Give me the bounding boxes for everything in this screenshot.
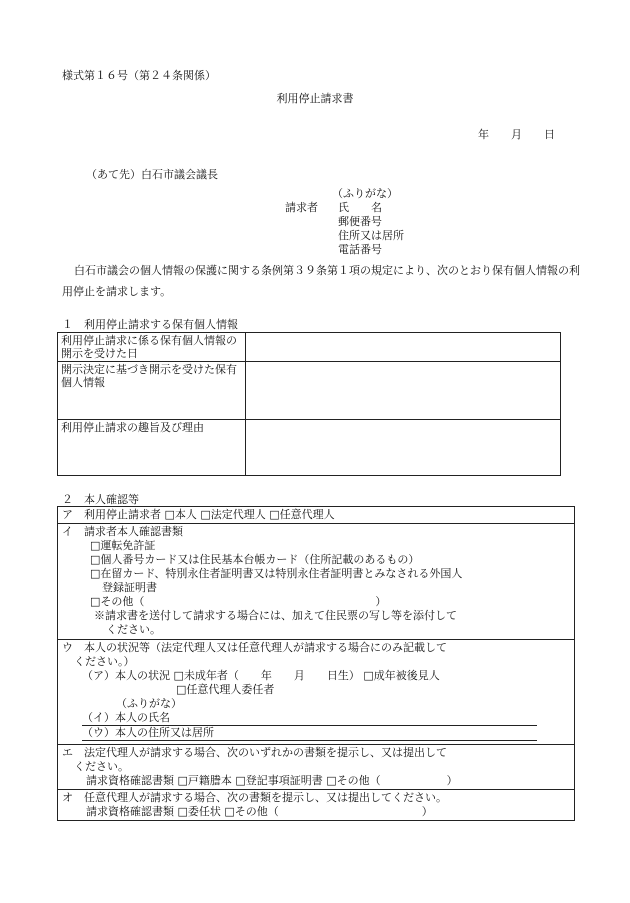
principal-status-title-cont: ください。） bbox=[74, 655, 135, 668]
legal-agent-docs-title: エ 法定代理人が請求する場合、次のいずれかの書類を提示し、又は提出して bbox=[62, 746, 447, 759]
principal-name-label: （イ）本人の氏名 bbox=[82, 711, 537, 726]
table-row bbox=[58, 333, 561, 362]
principal-status-options-cont[interactable]: □任意代理人委任者 bbox=[176, 683, 275, 696]
principal-status-options[interactable]: （ア）本人の状況 □未成年者（ 年 月 日生） □成年被後見人 bbox=[82, 669, 440, 682]
principal-furigana-label: （ふりがな） bbox=[116, 697, 182, 710]
intro-paragraph: 白石市議会の個人情報の保護に関する条例第３９条第１項の規定により、次のとおり保有個人情報の利用停止を請求します。 bbox=[62, 264, 580, 298]
voluntary-agent-docs-title: オ 任意代理人が請求する場合、次の書類を提示し、又は提出してください。 bbox=[62, 791, 447, 804]
table-row bbox=[58, 420, 561, 476]
table-row bbox=[58, 362, 561, 420]
id-doc-note-cont: ください。 bbox=[106, 623, 161, 636]
requester-address-label: 住所又は居所 bbox=[338, 229, 404, 242]
id-doc-mynumber-card[interactable]: □個人番号カード又は住民基本台帳カード（住所記載のあるもの） bbox=[90, 553, 420, 566]
legal-agent-docs-options[interactable]: 請求資格確認書類 □戸籍謄本 □登記事項証明書 □その他（ ） bbox=[86, 774, 458, 787]
requester-name-label: 氏 名 bbox=[338, 201, 382, 214]
requester-phone-label: 電話番号 bbox=[338, 243, 382, 256]
date-disclosed-field[interactable] bbox=[246, 333, 561, 362]
id-doc-residence-card-cont: 登録証明書 bbox=[102, 581, 157, 594]
requester-type-row bbox=[58, 507, 574, 524]
legal-agent-docs-row bbox=[58, 745, 574, 790]
id-doc-note: ※請求書を送付して請求する場合には、加えて住民票の写し等を添付して bbox=[94, 609, 457, 622]
principal-name-line[interactable] bbox=[62, 711, 570, 726]
id-doc-other[interactable]: □その他（ ） bbox=[90, 595, 387, 608]
date-line bbox=[478, 128, 555, 141]
section1-table bbox=[57, 332, 561, 476]
date-month: 月 bbox=[511, 128, 522, 141]
legal-agent-docs-title-cont: ください。 bbox=[74, 760, 129, 773]
requester-type-line[interactable]: ア 利用停止請求者 □本人 □法定代理人 □任意代理人 bbox=[62, 508, 335, 521]
date-day: 日 bbox=[544, 128, 555, 141]
form-number: 様式第１６号（第２４条関係） bbox=[62, 69, 216, 82]
section1-heading: １ 利用停止請求する保有個人情報 bbox=[62, 318, 238, 331]
date-year: 年 bbox=[478, 128, 489, 141]
id-doc-residence-card[interactable]: □在留カード、特別永住者証明書又は特別永住者証明書とみなされる外国人 bbox=[90, 567, 463, 580]
section2-box bbox=[57, 506, 575, 821]
date-disclosed-label: 利用停止請求に係る保有個人情報の開示を受けた日 bbox=[58, 333, 246, 362]
addressee: （あて先）白石市議会議長 bbox=[86, 168, 218, 181]
voluntary-agent-docs-row bbox=[58, 790, 574, 820]
id-doc-drivers-license[interactable]: □運転免許証 bbox=[90, 539, 156, 552]
document-title: 利用停止請求書 bbox=[276, 92, 354, 105]
voluntary-agent-docs-options[interactable]: 請求資格確認書類 □委任状 □その他（ ） bbox=[86, 805, 433, 818]
id-documents-title: イ 請求者本人確認書類 bbox=[62, 525, 183, 538]
disclosed-info-field[interactable] bbox=[246, 362, 561, 420]
principal-address-line[interactable] bbox=[62, 726, 570, 741]
disclosed-info-label: 開示決定に基づき開示を受けた保有個人情報 bbox=[58, 362, 246, 420]
reason-field[interactable] bbox=[246, 420, 561, 476]
section2-heading: ２ 本人確認等 bbox=[62, 493, 139, 506]
requester-label: 請求者 bbox=[285, 201, 318, 214]
id-documents-row bbox=[58, 524, 574, 640]
principal-status-title: ウ 本人の状況等（法定代理人又は任意代理人が請求する場合にのみ記載して bbox=[62, 641, 447, 654]
principal-address-label: （ウ）本人の住所又は居所 bbox=[82, 726, 537, 741]
reason-label: 利用停止請求の趣旨及び理由 bbox=[58, 420, 246, 476]
principal-status-row bbox=[58, 640, 574, 745]
requester-furigana: （ふりがな） bbox=[332, 187, 398, 200]
requester-postal-label: 郵便番号 bbox=[338, 215, 382, 228]
